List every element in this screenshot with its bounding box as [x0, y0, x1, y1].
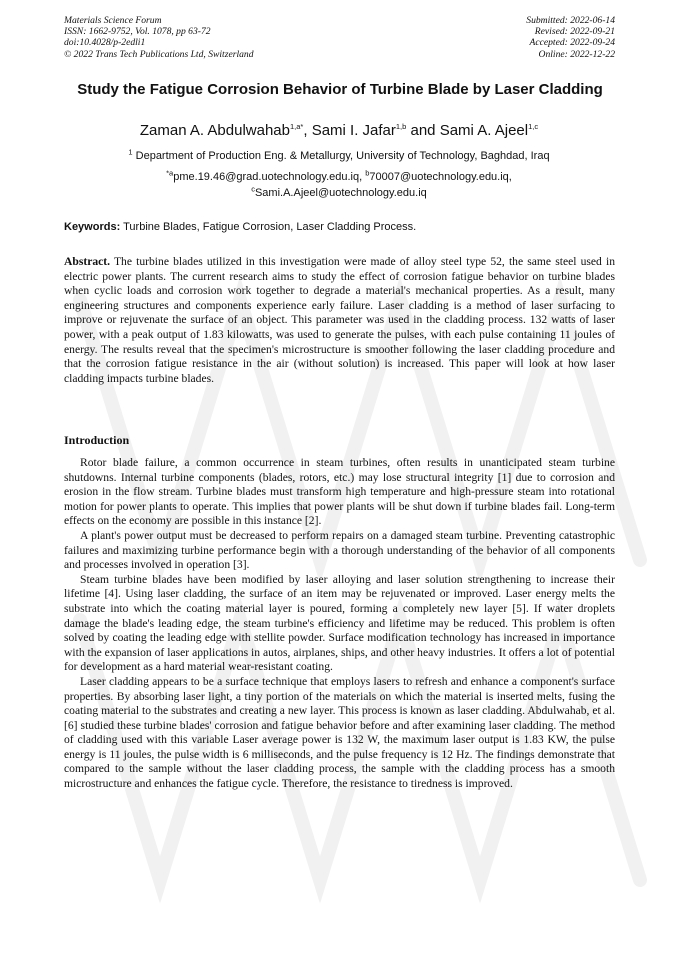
paper-title: Study the Fatigue Corrosion Behavior of Turbine Blade by Laser Cladding [77, 81, 603, 98]
paragraph: Laser cladding appears to be a surface technique that employs lasers to refresh and enhance a component's surface properties. By absorbing laser light, a tiny portion of the materials on which the material is inserted melts, fusing the coating material to the substrates and creating a new layer. This process is known as laser cladding. Abdulwahab, et al. [6] studied these turbine blades' corrosion and fatigue behavior before and after examining laser cladding. The method of cladding used with this variable Laser average power is 132 W, the maximum laser output is 1.83 KW, the pulse energy is 11 joules, the pulse width is 6 milliseconds, and the pulse frequency is 12 Hz. The findings demonstrate that compared to the sample without the laser cladding process, the sample with the cladding process has a smooth microstructure and enhances the fatigue cycle. Therefore, the resistance to tiredness is improved. [64, 674, 615, 791]
abstract [64, 255, 615, 386]
affiliation [40, 149, 638, 163]
email-b[interactable]: 70007@uotechnology.edu.iq, [369, 171, 512, 183]
keywords-label: Keywords: [64, 221, 121, 233]
author-sup: 1,c [528, 122, 539, 131]
keywords-text: Turbine Blades, Fatigue Corrosion, Laser Cladding Process. [120, 221, 417, 233]
online-date: Online: 2022-12-22 [538, 48, 615, 60]
keywords [64, 220, 615, 234]
doi-line: doi:10.4028/p-2edli1 [64, 37, 146, 49]
section-heading-introduction: Introduction [64, 433, 130, 447]
publication-dates [526, 15, 615, 60]
paragraph: A plant's power output must be decreased to perform repairs on a damaged steam turbine. Preventing catastrophic failures and maximizing turbine performance begin with a thorough understanding of the behavior of all components and processes involved in operation [3]. [64, 528, 615, 572]
issn-line: ISSN: 1662-9752, Vol. 1078, pp 63-72 [64, 26, 211, 38]
paragraph: Rotor blade failure, a common occurrence in steam turbines, often results in unanticipated steam turbine shutdowns. Internal turbine components (blades, rotors, etc.) may lose structural integrity [1] due to corrosion and erosion in the flow stream. Turbine blades must transform high temperature and high-pressure steam into rotational motion for power plants to operate. This implies that power plants will be shut down if turbine blades fail. Long-term effects on the economy are possible in this instance [2]. [64, 456, 615, 528]
author-name: Zaman A. Abdulwahab [139, 122, 290, 139]
author-sup: 1,a* [289, 122, 304, 131]
email-c-sup: c [251, 183, 255, 193]
abstract-label: Abstract. [64, 255, 111, 268]
author-name: Sami I. Jafar [311, 122, 396, 139]
email-b-sup: b [365, 168, 370, 178]
journal-name: Materials Science Forum [64, 15, 162, 26]
submitted-date: Submitted: 2022-06-14 [526, 15, 615, 26]
email-c[interactable]: Sami.A.Ajeel@uotechnology.edu.iq [254, 186, 427, 199]
journal-info [64, 15, 254, 60]
revised-date: Revised: 2022-09-21 [534, 26, 615, 38]
copyright-line: © 2022 Trans Tech Publications Ltd, Switzerland [64, 48, 254, 60]
introduction-body [64, 456, 615, 792]
author-emails [40, 170, 638, 201]
abstract-text: The turbine blades utilized in this investigation were made of alloy steel type 52, the same steel used in electric power plants. The current research aims to study the effect of corrosion fatigue behavior on turbine blades when cyclic loads and corrosion work together to degrade a material's mechanical properties. As a result, many engineering structures and components experience early failure. Laser cladding is a method of laser surfacing to improve or rejuvenate the surface of an object. This parameter was used in the cladding process. 132 watts of laser power, with a peak output of 1.83 kilowatts, was used to generate the pulses, with each pulse containing 11 joules of energy. The results reveal that the specimen's microstructure is smoother following the laser cladding procedure and that the corrosion fatigue resistance in the air (without solution) is increased. This paper will look at how laser cladding impacts turbine blades. [64, 255, 615, 385]
affiliation-text: Department of Production Eng. & Metallurgy, University of Technology, Baghdad, Iraq [132, 150, 550, 162]
author-sep: , [303, 122, 312, 139]
email-a[interactable]: pme.19.46@grad.uotechnology.edu.iq, [173, 171, 366, 183]
author-name: Sami A. Ajeel [439, 122, 529, 139]
accepted-date: Accepted: 2022-09-24 [529, 37, 615, 49]
paragraph: Steam turbine blades have been modified by laser alloying and laser solution strengthening to increase their lifetime [4]. Using laser cladding, the surface of an item may be rejuvenated or improved. Laser energy melts the substrate into which the coating material layer is poured, forming a completely new layer [5]. If water droplets damage the blade's leading edge, the steam turbine's efficiency and lifetime may be reduced. This problem is often solved by coating the leading edge with stellite powder. Surface modification technology has increased in importance with the expansion of laser applications in autos, airplanes, ships, and other heavy industries. It offers a lot of potential for development as a hard material wear-resistant coating. [64, 572, 615, 674]
email-a-sup: *a [166, 168, 174, 178]
author-sep: and [406, 122, 440, 139]
author-sup: 1,b [395, 122, 407, 131]
affiliation-sup: 1 [128, 147, 133, 157]
author-list [40, 121, 638, 141]
